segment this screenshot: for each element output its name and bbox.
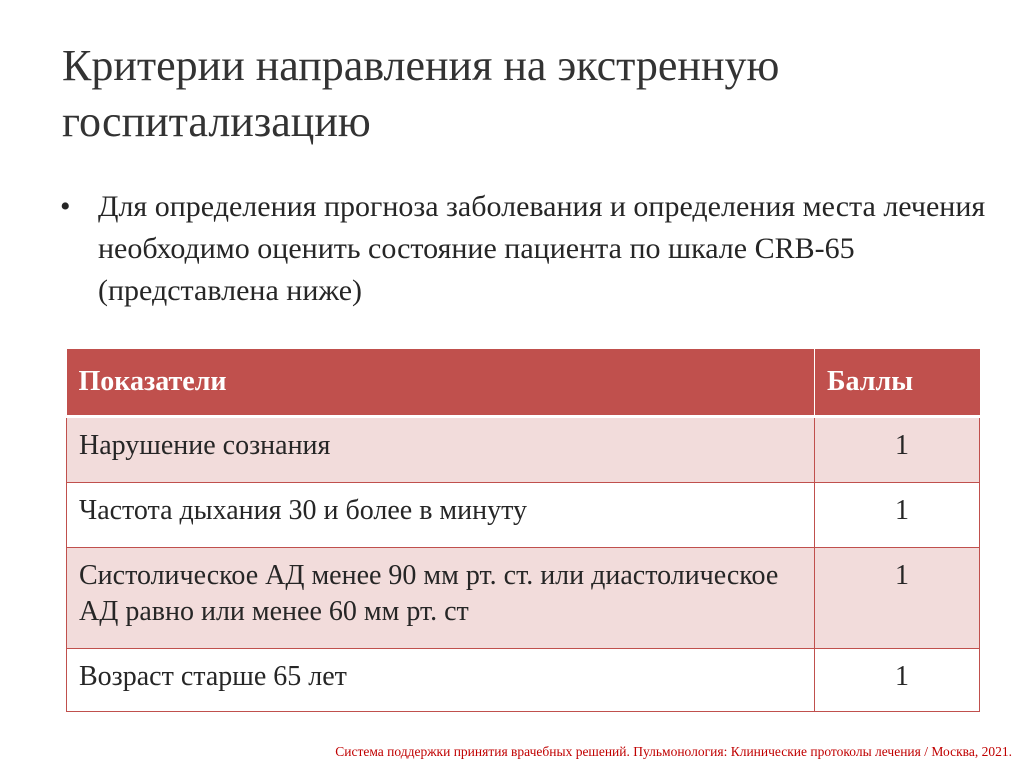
row-score: 1	[815, 649, 980, 712]
row-score: 1	[815, 483, 980, 548]
table-header-row	[67, 349, 980, 417]
slide-title: Критерии направления на экстренную госпитализацию	[62, 41, 780, 146]
source-citation: Система поддержки принятия врачебных решений. Пульмонология: Клинические протоколы лечения / Москва, 2021.	[335, 744, 1012, 759]
table-row	[67, 649, 980, 712]
row-indicator: Нарушение сознания	[67, 417, 815, 483]
header-score: Баллы	[815, 349, 980, 417]
bullet-marker: •	[60, 190, 71, 223]
row-score: 1	[815, 417, 980, 483]
header-indicators: Показатели	[67, 349, 815, 417]
crb65-table	[66, 349, 980, 712]
row-indicator: Возраст старше 65 лет	[67, 649, 815, 712]
table-row	[67, 417, 980, 483]
row-indicator: Систолическое АД менее 90 мм рт. ст. или диастолическое АД равно или менее 60 мм рт. ст	[67, 548, 815, 649]
row-indicator: Частота дыхания 30 и более в минуту	[67, 483, 815, 548]
table-row	[67, 483, 980, 548]
row-score: 1	[815, 548, 980, 649]
table-row	[67, 548, 980, 649]
bullet-text: Для определения прогноза заболевания и определения места лечения необходимо оценить состояние пациента по шкале CRB-65 (представлена ниже)	[98, 190, 986, 307]
